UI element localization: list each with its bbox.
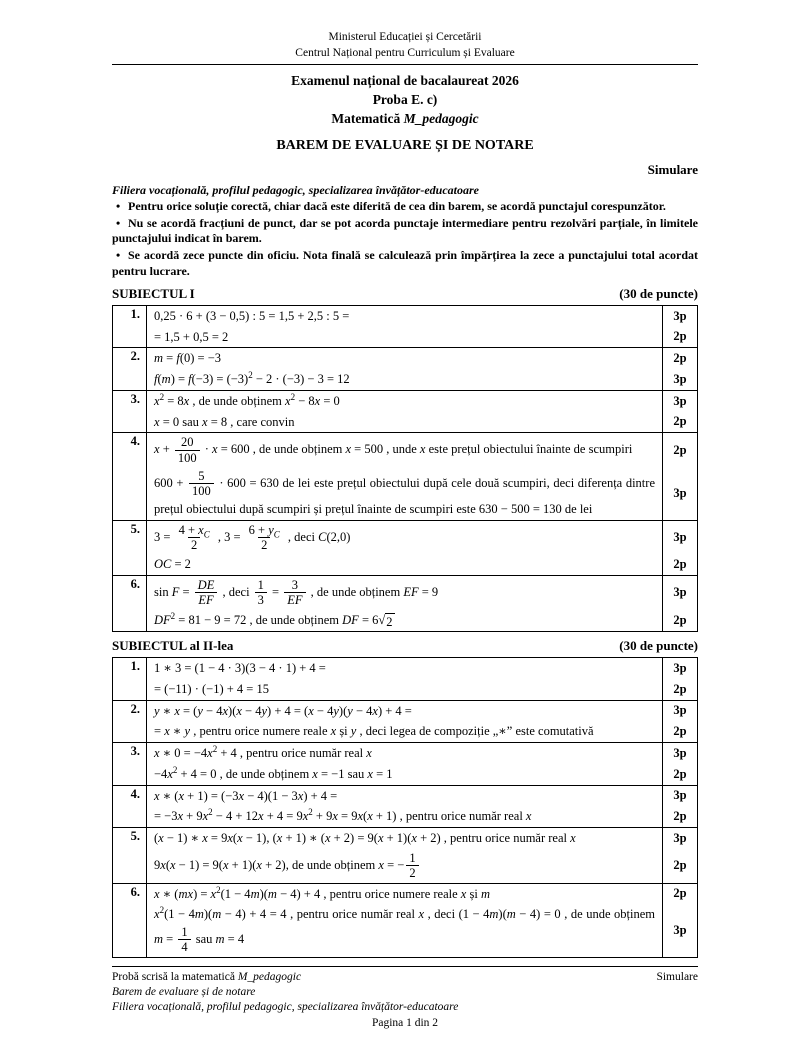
subject-2-table [112, 657, 698, 958]
row-number: 3. [113, 743, 147, 785]
exam-subject [112, 110, 698, 129]
footer-barem: Barem de evaluare și de notare [112, 986, 256, 999]
fraction: $\frac{1}{4}$ [178, 925, 190, 955]
table-row [113, 883, 697, 957]
subject-variant: M_pedagogic [403, 110, 479, 126]
solution-line: x + $\frac{20}{100}$ · x = 600 , de unde obținem x = 500 , unde x este prețul obiectului înainte de scumpiri [154, 435, 633, 465]
center-line: Centrul Național pentru Curriculum și Evaluare [295, 46, 515, 59]
fraction: $\frac{6 + y_C}{2}$ [248, 522, 280, 552]
solution-subrow [147, 306, 697, 327]
solution-subrow [147, 806, 697, 827]
solution-line: $x^2(1 - 4m)(m - 4) + 4 = 4$ , pentru orice număr real x , deci (1 − 4m)(m − 4) = 0 , de unde obținem m = $\frac{1}{4}$ sau m = 4 [154, 905, 656, 955]
fraction: $\frac{3}{EF}$ [284, 578, 305, 608]
table-row [113, 347, 697, 390]
radical: √ 2 [378, 612, 393, 629]
fraction: $\frac{1}{2}$ [406, 851, 418, 881]
fraction: $\frac{4 + x_C}{2}$ [178, 522, 210, 552]
solution-line: $f(m) = f(-3) = (-3)^2 - 2 \cdot (-3) - 3 = 12$ [154, 369, 350, 387]
solution-subrow [147, 743, 697, 764]
points-cell: 3p [662, 467, 697, 520]
solution-line: OC = 2 [154, 557, 191, 572]
row-body [147, 828, 697, 883]
solution-line: 3 = $\frac{4 + x_C}{2}$ , 3 = $\frac{6 + y_C}{2}$ , deci C(2,0) [154, 522, 351, 552]
solution-line: (x − 1) ∗ x = 9x(x − 1), (x + 1) ∗ (x + 2) = 9(x + 1)(x + 2) , pentru orice număr real x [154, 831, 576, 846]
row-number: 3. [113, 391, 147, 433]
row-body [147, 701, 697, 743]
points-cell: 2p [662, 554, 697, 575]
row-number: 4. [113, 786, 147, 828]
points-cell: 3p [662, 369, 697, 390]
section-1-heading [112, 286, 698, 302]
row-body [147, 884, 697, 957]
bullet-icon: • [116, 215, 121, 230]
solution-line: $-4x^2 + 4 = 0$ , de unde obținem x = −1 sau x = 1 [154, 764, 393, 781]
points-cell: 2p [662, 849, 697, 883]
section-2-heading [112, 638, 698, 654]
table-row [113, 575, 697, 631]
points-cell: 3p [662, 786, 697, 807]
table-row [113, 827, 697, 883]
solution-subrow [147, 884, 697, 905]
row-body [147, 743, 697, 785]
table-row [113, 658, 697, 700]
solution-line: y ∗ x = (y − 4x)(x − 4y) + 4 = (x − 4y)(y − 4x) + 4 = [154, 703, 412, 718]
row-number: 1. [113, 306, 147, 348]
row-number: 6. [113, 884, 147, 957]
table-row [113, 785, 697, 828]
table-row [113, 432, 697, 519]
footer-simulare: Simulare [656, 971, 698, 984]
table-row [113, 742, 697, 785]
row-number: 2. [113, 348, 147, 390]
row-body [147, 786, 697, 828]
ministry-line: Ministerul Educației și Cercetării [328, 31, 482, 43]
row-body [147, 521, 697, 576]
points-cell: 2p [662, 327, 697, 348]
filiera-line: Filiera vocațională, profilul pedagogic, specializarea învățător-educatoare [112, 182, 479, 197]
solution-line: x = 0 sau x = 8 , care convin [154, 414, 295, 429]
solution-line: x ∗ (x + 1) = (−3x − 4)(1 − 3x) + 4 = [154, 788, 338, 803]
points-cell: 2p [662, 348, 697, 369]
row-number: 6. [113, 576, 147, 631]
points-cell: 2p [662, 679, 697, 700]
row-body [147, 658, 697, 700]
solution-subrow [147, 327, 697, 348]
points-cell: 3p [662, 904, 697, 957]
rule-bullet-3: • Se acordă zece puncte din oficiu. Nota finală se calculează prin împărțirea la zece a punctajului total acordat pentru lucrare. [112, 248, 698, 279]
points-cell: 2p [662, 884, 697, 905]
solution-line: = 1,5 + 0,5 = 2 [154, 329, 229, 344]
solution-subrow [147, 764, 697, 785]
row-number: 2. [113, 701, 147, 743]
solution-subrow [147, 679, 697, 700]
points-cell: 3p [662, 521, 697, 555]
points-cell: 2p [662, 412, 697, 433]
points-cell: 3p [662, 306, 697, 327]
solution-subrow [147, 467, 697, 520]
fraction: $\frac{20}{100}$ [175, 435, 200, 465]
solution-subrow [147, 786, 697, 807]
solution-line: 1 ∗ 3 = (1 − 4 · 3)(3 − 4 · 1) + 4 = [154, 661, 326, 676]
solution-line: = (−11) · (−1) + 4 = 15 [154, 681, 269, 696]
solution-subrow [147, 828, 697, 849]
table-row [113, 520, 697, 576]
row-number: 4. [113, 433, 147, 519]
points-cell: 3p [662, 701, 697, 722]
solution-line: x ∗ $(mx) = x^2(1 - 4m)(m - 4) + 4$ , pentru orice numere reale x și m [154, 884, 490, 901]
bullet-icon: • [116, 198, 121, 213]
solution-line: = x ∗ y , pentru orice numere reale x și y , deci legea de compoziție „∗” este comutativă [154, 724, 594, 739]
solution-subrow [147, 391, 697, 412]
table-row [113, 700, 697, 743]
solution-line: $x^2 = 8x$ , de unde obținem $x^2 - 8x = 0$ [154, 391, 340, 408]
solution-subrow [147, 521, 697, 555]
solution-subrow [147, 904, 697, 957]
points-cell: 3p [662, 828, 697, 849]
section-1-title: SUBIECTUL I [112, 285, 195, 301]
solution-subrow [147, 369, 697, 390]
solution-subrow [147, 554, 697, 575]
solution-line: x ∗ $0 = -4x^2 + 4$ , pentru orice număr real x [154, 743, 372, 761]
solution-subrow [147, 576, 697, 610]
points-cell: 3p [662, 658, 697, 679]
points-cell: 3p [662, 391, 697, 412]
solution-subrow [147, 849, 697, 883]
exam-title: Examenul național de bacalaureat 2026 [291, 73, 519, 89]
solution-line: 9x(x − 1) = 9(x + 1)(x + 2), de unde obținem x = − $\frac{1}{2}$ [147, 849, 662, 883]
row-number: 1. [113, 658, 147, 700]
header-divider [112, 64, 698, 65]
points-cell: 2p [662, 806, 697, 827]
exam-proba: Proba E. c) [372, 91, 438, 107]
row-number: 5. [113, 828, 147, 883]
subject-1-table [112, 305, 698, 632]
solution-line: 0,25 · 6 + (3 − 0,5) : 5 = 1,5 + 2,5 : 5 = [154, 308, 350, 323]
section-2-title: SUBIECTUL al II-lea [112, 638, 234, 654]
row-body [147, 576, 697, 631]
section-2-points: (30 de puncte) [619, 638, 698, 654]
rule-bullet-2: • Nu se acordă fracțiuni de punct, dar se pot acorda punctaje intermediare pentru rezolvări parțiale, în limitele punctajului indicat în barem. [112, 215, 698, 246]
points-cell: 2p [662, 764, 697, 785]
points-cell: 3p [662, 576, 697, 610]
subject-name: Matematică [331, 110, 401, 126]
points-cell: 3p [662, 743, 697, 764]
page-footer [112, 966, 698, 1031]
row-body [147, 433, 697, 519]
row-body [147, 348, 697, 390]
page-number: Pagina 1 din 2 [371, 1017, 439, 1030]
solution-subrow [147, 721, 697, 742]
points-cell: 2p [662, 610, 697, 631]
bullet-icon: • [116, 248, 121, 263]
row-body [147, 306, 697, 348]
fraction: $\frac{1}{3}$ [255, 578, 267, 608]
solution-line: 600 + $\frac{5}{100}$ · 600 = 630 de lei este prețul obiectului după cele două scumpiri, deci diferența dintre prețul obiectului după scumpiri și prețul înainte de scumpiri este 630 − 500 = 130 de lei [154, 469, 655, 516]
fraction: $\frac{5}{100}$ [189, 469, 214, 499]
footer-proba: Probă scrisă la matematică M_pedagogic [112, 971, 302, 984]
barem-title: BAREM DE EVALUARE ȘI DE NOTARE [276, 137, 534, 153]
footer-line-1 [112, 970, 698, 985]
solution-line: $DF^2 = 81 - 9 = 72$ , de unde obținem DF = 6 √ 2 [154, 610, 393, 629]
solution-line: sin F = $\frac{DE}{EF}$ , deci $\frac{1}{3}$ = $\frac{3}{EF}$ , de unde obținem EF = 9 [154, 578, 439, 608]
row-number: 5. [113, 521, 147, 576]
points-cell: 2p [662, 721, 697, 742]
footer-filiera: Filiera vocațională, profilul pedagogic, specializarea învățător-educatoare [112, 1001, 459, 1014]
fraction: $\frac{DE}{EF}$ [195, 578, 218, 608]
solution-subrow [147, 433, 697, 467]
solution-subrow [147, 412, 697, 433]
section-1-points: (30 de puncte) [619, 285, 698, 301]
solution-subrow [147, 610, 697, 631]
solution-line: m = f(0) = −3 [154, 351, 222, 366]
simulare-label: Simulare [647, 161, 698, 177]
points-cell: 2p [662, 433, 697, 467]
solution-line: = $-3x + 9x^2 - 4 + 12x + 4 = 9x^2 + 9x = 9x(x + 1)$ , pentru orice număr real x [154, 807, 532, 824]
solution-subrow [147, 348, 697, 369]
solution-subrow [147, 701, 697, 722]
rule-bullet-1: • Pentru orice soluție corectă, chiar dacă este diferită de cea din barem, se acordă punctajul corespunzător. [112, 199, 698, 215]
row-body [147, 391, 697, 433]
table-row [113, 306, 697, 348]
table-row [113, 390, 697, 433]
solution-subrow [147, 658, 697, 679]
